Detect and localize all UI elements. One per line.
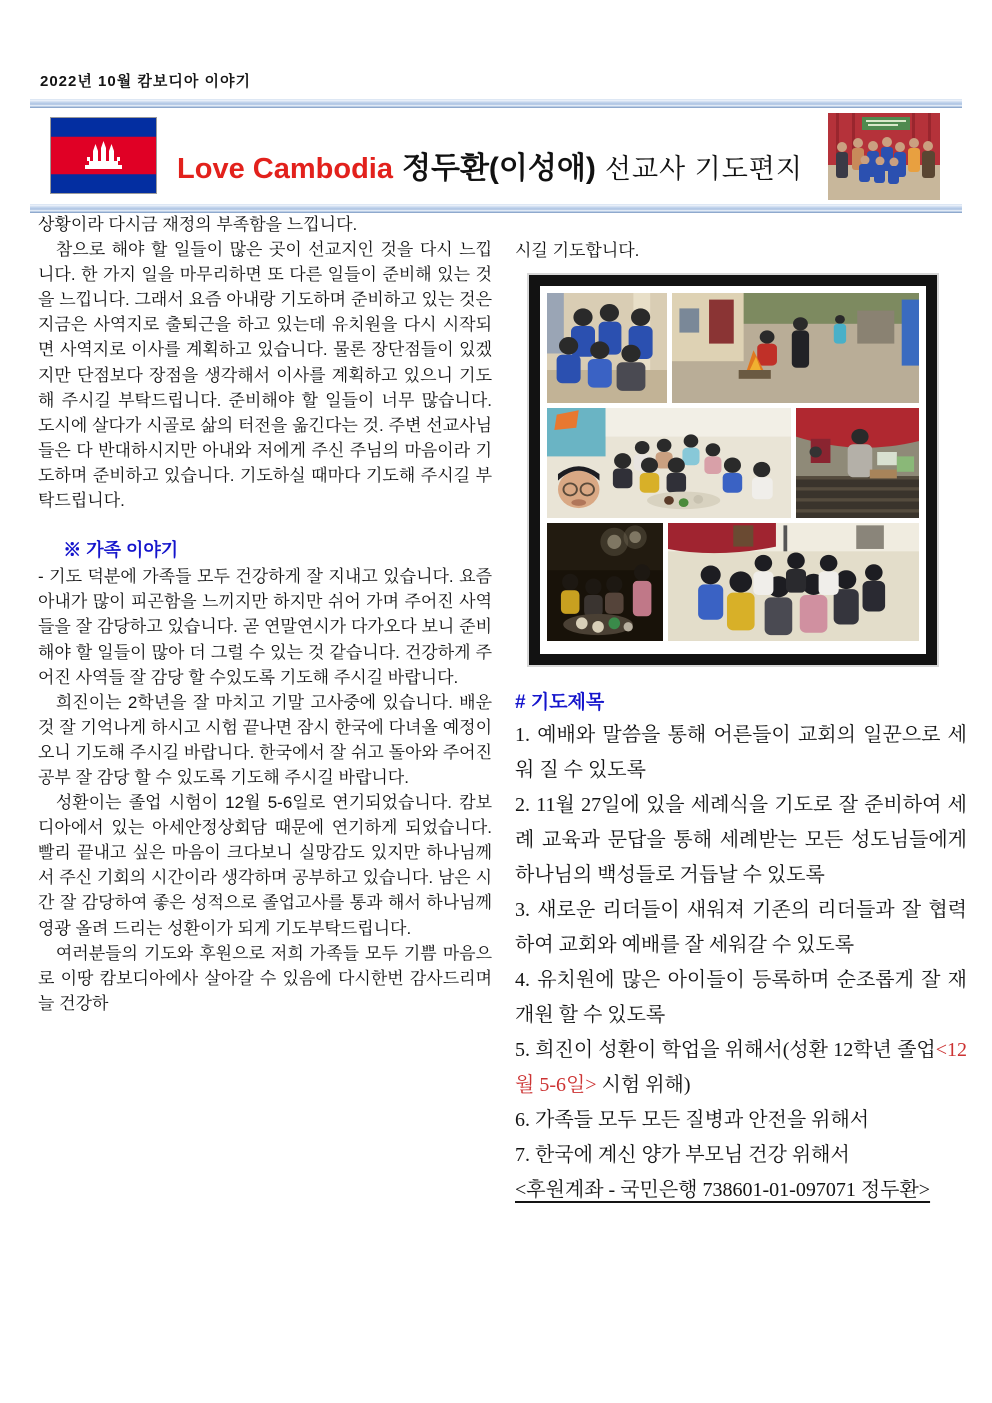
prayer-item-6: 6. 가족들 모두 모든 질병과 안전을 위해서 xyxy=(515,1109,870,1131)
prayer-item-5-text: 시험 위해) xyxy=(596,1074,691,1096)
body-paragraph: 희진이는 2학년을 잘 마치고 기말 고사중에 있습니다. 배운 것 잘 기억나게 하시고 시험 끝나면 잠시 한국에 다녀올 예정이오니 기도해 주시길 바랍니다. 한국에서 잘 쉬고 돌아와 주어진 공부 잘 감당 할 수 있도록 기도해 주시길 바랍니다. xyxy=(38,692,492,787)
missionary-name: 정두환(이성애) xyxy=(401,152,596,185)
church-group-photo xyxy=(828,113,940,200)
body-paragraph: 여러분들의 기도와 후원으로 저희 가족들 모두 기쁨 마음으로 이땅 캄보디아에사 살아갈 수 있음에 다시한번 감사드리며 늘 건강하 xyxy=(38,943,492,1013)
brand-text: Love Cambodia xyxy=(177,153,393,185)
right-column xyxy=(515,238,967,1208)
body-paragraph: 상황이라 다시금 재정의 부족함을 느낍니다. xyxy=(38,215,358,234)
body-paragraph: - 기도 덕분에 가족들 모두 건강하게 잘 지내고 있습니다. 요즘 아내가 많이 피곤함을 느끼지만 하지만 쉬어 가며 주어진 사역들을 잘 감당하고 있습니다. 곧 연말연시가 다가오다 보니 준비해야 할 일들이 많아 더 그럴 수 있는 것 같습니다. 건강하게 주어진 사역들 잘 감당 할 수있도록 기도해 주시길 바랍니다. xyxy=(38,567,492,687)
collage-photo-food-prep-outdoors xyxy=(796,408,919,518)
body-paragraph: 성환이는 졸업 시험이 12월 5-6일로 연기되었습니다. 캄보디아에서 있는 아세안정상회담 때문에 연기하게 되었습니다. 빨리 끝내고 싶은 마음이 크다보니 실망감도 있지만 하나님께서 주신 기회의 시간이라 생각하며 공부하고 있습니다. 남은 시간 잘 감당하여 좋은 성적으로 졸업고사를 통과 해서 하나님께 영광 올려 드리는 성환이가 되게 기도부탁드립니다. xyxy=(38,793,492,938)
prayer-item-3: 3. 새로운 리더들이 새워져 기존의 리더들과 잘 협력하여 교회와 예배를 잘 세워갈 수 있도록 xyxy=(515,899,967,956)
support-account-line: <후원계좌 - 국민은행 738601-01-097071 정두환> xyxy=(515,1179,931,1201)
title-suffix: 선교사 기도편지 xyxy=(604,154,803,184)
collage-photo-youth-reading-hallway xyxy=(547,293,667,403)
prayer-item-4: 4. 유치원에 많은 아이들이 등록하며 순조롭게 잘 재개원 할 수 있도록 xyxy=(515,969,967,1026)
prayer-item-5 xyxy=(515,1033,967,1103)
body-paragraph: 시길 기도합니다. xyxy=(515,241,640,260)
collage-photo-indoor-circle-meeting xyxy=(668,523,919,641)
cambodia-flag xyxy=(50,117,157,194)
prayer-list xyxy=(515,718,967,1208)
collage-photo-cooking-fire-courtyard xyxy=(672,293,919,403)
prayer-item-5-text: 5. 희진이 성환이 학업을 위해서(성환 12학년 졸업 xyxy=(515,1039,936,1061)
family-section-heading: ※ 가족 이야기 xyxy=(63,540,179,561)
prayer-item-2: 2. 11월 27일에 있을 세례식을 기도로 잘 준비하여 세례 교육과 문답을 통해 세례받는 모든 성도님들에게 하나님의 백성들로 거듭날 수 있도록 xyxy=(515,794,967,886)
exam-date-highlight: <12월 5-6일> xyxy=(515,1039,967,1096)
prayer-item-7: 7. 한국에 계신 양가 부모님 건강 위해서 xyxy=(515,1144,850,1166)
newsletter-date-label: 2022년 10월 캄보디아 이야기 xyxy=(40,73,251,90)
prayer-section-heading: # 기도제목 xyxy=(515,692,605,713)
prayer-item-1: 1. 예배와 말씀을 통해 어른들이 교회의 일꾼으로 세워 질 수 있도록 xyxy=(515,724,967,781)
collage-photo-group-meal-selfie xyxy=(547,408,791,518)
newsletter-title xyxy=(160,143,820,187)
body-paragraph: 참으로 해야 할 일들이 많은 곳이 선교지인 것을 다시 느낍니다. 한 가지 일을 마무리하면 또 다른 일들이 준비해 있는 것을 느낍니다. 그래서 요즘 아내랑 기도하며 준비하고 있는 것은 지금은 사역지로 출퇴근을 하고 있는데 유치원을 다시 시작되면 사역지로 이사를 계획하고 있습니다. 물론 장단점들이 있겠지만 단점보다 장점을 생각해서 이사를 계획하고 있으니 기도해 주시길 부탁드립니다. 준비해야 할 일들이 너무 많습니다. 도시에 살다가 시골로 삶의 터전을 옮긴다는 것. 주변 선교사님들은 다 반대하시지만 아내와 저에게 주신 주님의 마음이라 기도하며 준비하고 있습니다. 기도하실 때마다 기도해 주시길 부탁드립니다. xyxy=(38,240,492,511)
photo-collage xyxy=(529,275,937,665)
header-divider-top xyxy=(30,99,962,108)
collage-photo-night-meal-gathering xyxy=(547,523,663,641)
left-column xyxy=(38,212,492,1016)
